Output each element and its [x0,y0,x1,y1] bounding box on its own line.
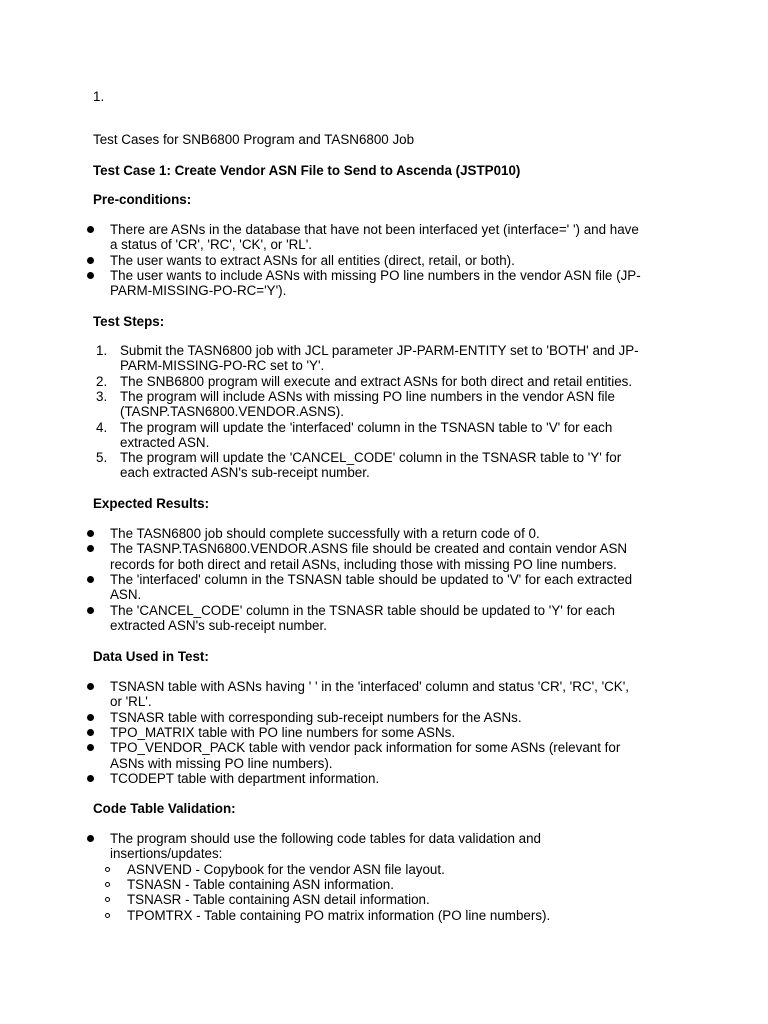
step-text: Submit the TASN6800 job with JCL parameter JP-PARM-ENTITY set to 'BOTH' and JP- [120,343,639,358]
list-item-text: or 'RL'. [110,694,152,710]
sub-bullet-marker [105,897,110,902]
list-item-text: ASNs with missing PO line numbers). [110,755,333,771]
test-case-heading: Test Case 1: Create Vendor ASN File to Send to Ascenda (JSTP010) [93,163,521,178]
test-steps-heading: Test Steps: [93,314,165,329]
list-item-text: TSNASN table with ASNs having ' ' in the 'interfaced' column and status 'CR', 'RC', 'CK', [110,679,630,694]
sub-bullet-marker [105,867,110,872]
bullet-marker [87,545,94,552]
step-text: The program will include ASNs with missing PO line numbers in the vendor ASN file [120,388,615,404]
list-item-text: The TASN6800 job should complete successfully with a return code of 0. [110,526,540,541]
list-item-text: ASN. [110,587,142,603]
bullet-marker [87,226,94,233]
list-item-text: extracted ASN's sub-receipt number. [110,617,327,633]
preconditions-heading: Pre-conditions: [93,192,192,207]
step-number: 3. [96,388,108,404]
list-item-text: records for both direct and retail ASNs, including those with missing PO line numbers. [110,556,617,572]
step-text: The SNB6800 program will execute and extract ASNs for both direct and retail entities. [120,373,633,389]
step-text: The program will update the 'interfaced' column in the TSNASN table to 'V' for each [120,419,613,435]
sub-bullet-marker [105,882,110,887]
bullet-marker [87,607,94,614]
step-number: 5. [96,450,108,466]
list-item-text: TCODEPT table with department information. [110,770,380,786]
bullet-marker [87,729,94,736]
step-text: extracted ASN. [120,434,210,450]
bullet-marker [87,744,94,751]
bullet-marker [87,683,94,690]
step-text: The program will update the 'CANCEL_CODE' column in the TSNASR table to 'Y' for [120,450,622,466]
number-marker: 1. [93,89,105,104]
code-table-heading: Code Table Validation: [93,801,236,816]
code-table-intro: The program should use the following code tables for data validation and [110,831,542,846]
code-table-sub-item: TSNASN - Table containing ASN information. [127,876,394,892]
list-item-text: The user wants to include ASNs with missing PO line numbers in the vendor ASN file (JP- [110,267,641,283]
step-text: each extracted ASN's sub-receipt number. [120,465,370,481]
step-number: 4. [96,419,108,435]
bullet-marker [87,272,94,279]
bullet-marker [87,530,94,537]
step-text: PARM-MISSING-PO-RC set to 'Y'. [120,358,325,374]
list-item-text: The user wants to extract ASNs for all entities (direct, retail, or both). [110,252,515,268]
list-item-text: The 'interfaced' column in the TSNASN table should be updated to 'V' for each extracted [110,571,633,587]
list-item-text: TPO_VENDOR_PACK table with vendor pack information for some ASNs (relevant for [110,740,621,756]
bullet-marker [87,775,94,782]
code-table-sub-item: ASNVEND - Copybook for the vendor ASN file layout. [127,861,445,877]
list-item-text: TPO_MATRIX table with PO line numbers for some ASNs. [110,724,456,740]
list-item-text: a status of 'CR', 'RC', 'CK', or 'RL'. [110,237,313,253]
bullet-marker [87,714,94,721]
step-text: (TASNP.TASN6800.VENDOR.ASNS). [120,404,344,420]
code-table-sub-item: TSNASR - Table containing ASN detail information. [127,892,430,908]
sub-bullet-marker [105,913,110,918]
list-item-text: The TASNP.TASN6800.VENDOR.ASNS file should be created and contain vendor ASN [110,541,628,557]
data-used-heading: Data Used in Test: [93,649,209,664]
list-item-text: TSNASR table with corresponding sub-receipt numbers for the ASNs. [110,709,522,725]
code-table-intro: insertions/updates: [110,846,223,862]
list-item-text: There are ASNs in the database that have not been interfaced yet (interface=' ') and have [110,222,639,237]
bullet-marker [87,257,94,264]
list-item-text: PARM-MISSING-PO-RC='Y'). [110,283,287,299]
expected-results-heading: Expected Results: [93,496,210,511]
doc-title: Test Cases for SNB6800 Program and TASN6800 Job [93,132,415,147]
step-number: 2. [96,373,108,389]
bullet-marker [87,835,94,842]
code-table-sub-item: TPOMTRX - Table containing PO matrix information (PO line numbers). [127,907,551,923]
list-item-text: The 'CANCEL_CODE' column in the TSNASR table should be updated to 'Y' for each [110,602,615,618]
step-number: 1. [96,343,108,358]
bullet-marker [87,576,94,583]
